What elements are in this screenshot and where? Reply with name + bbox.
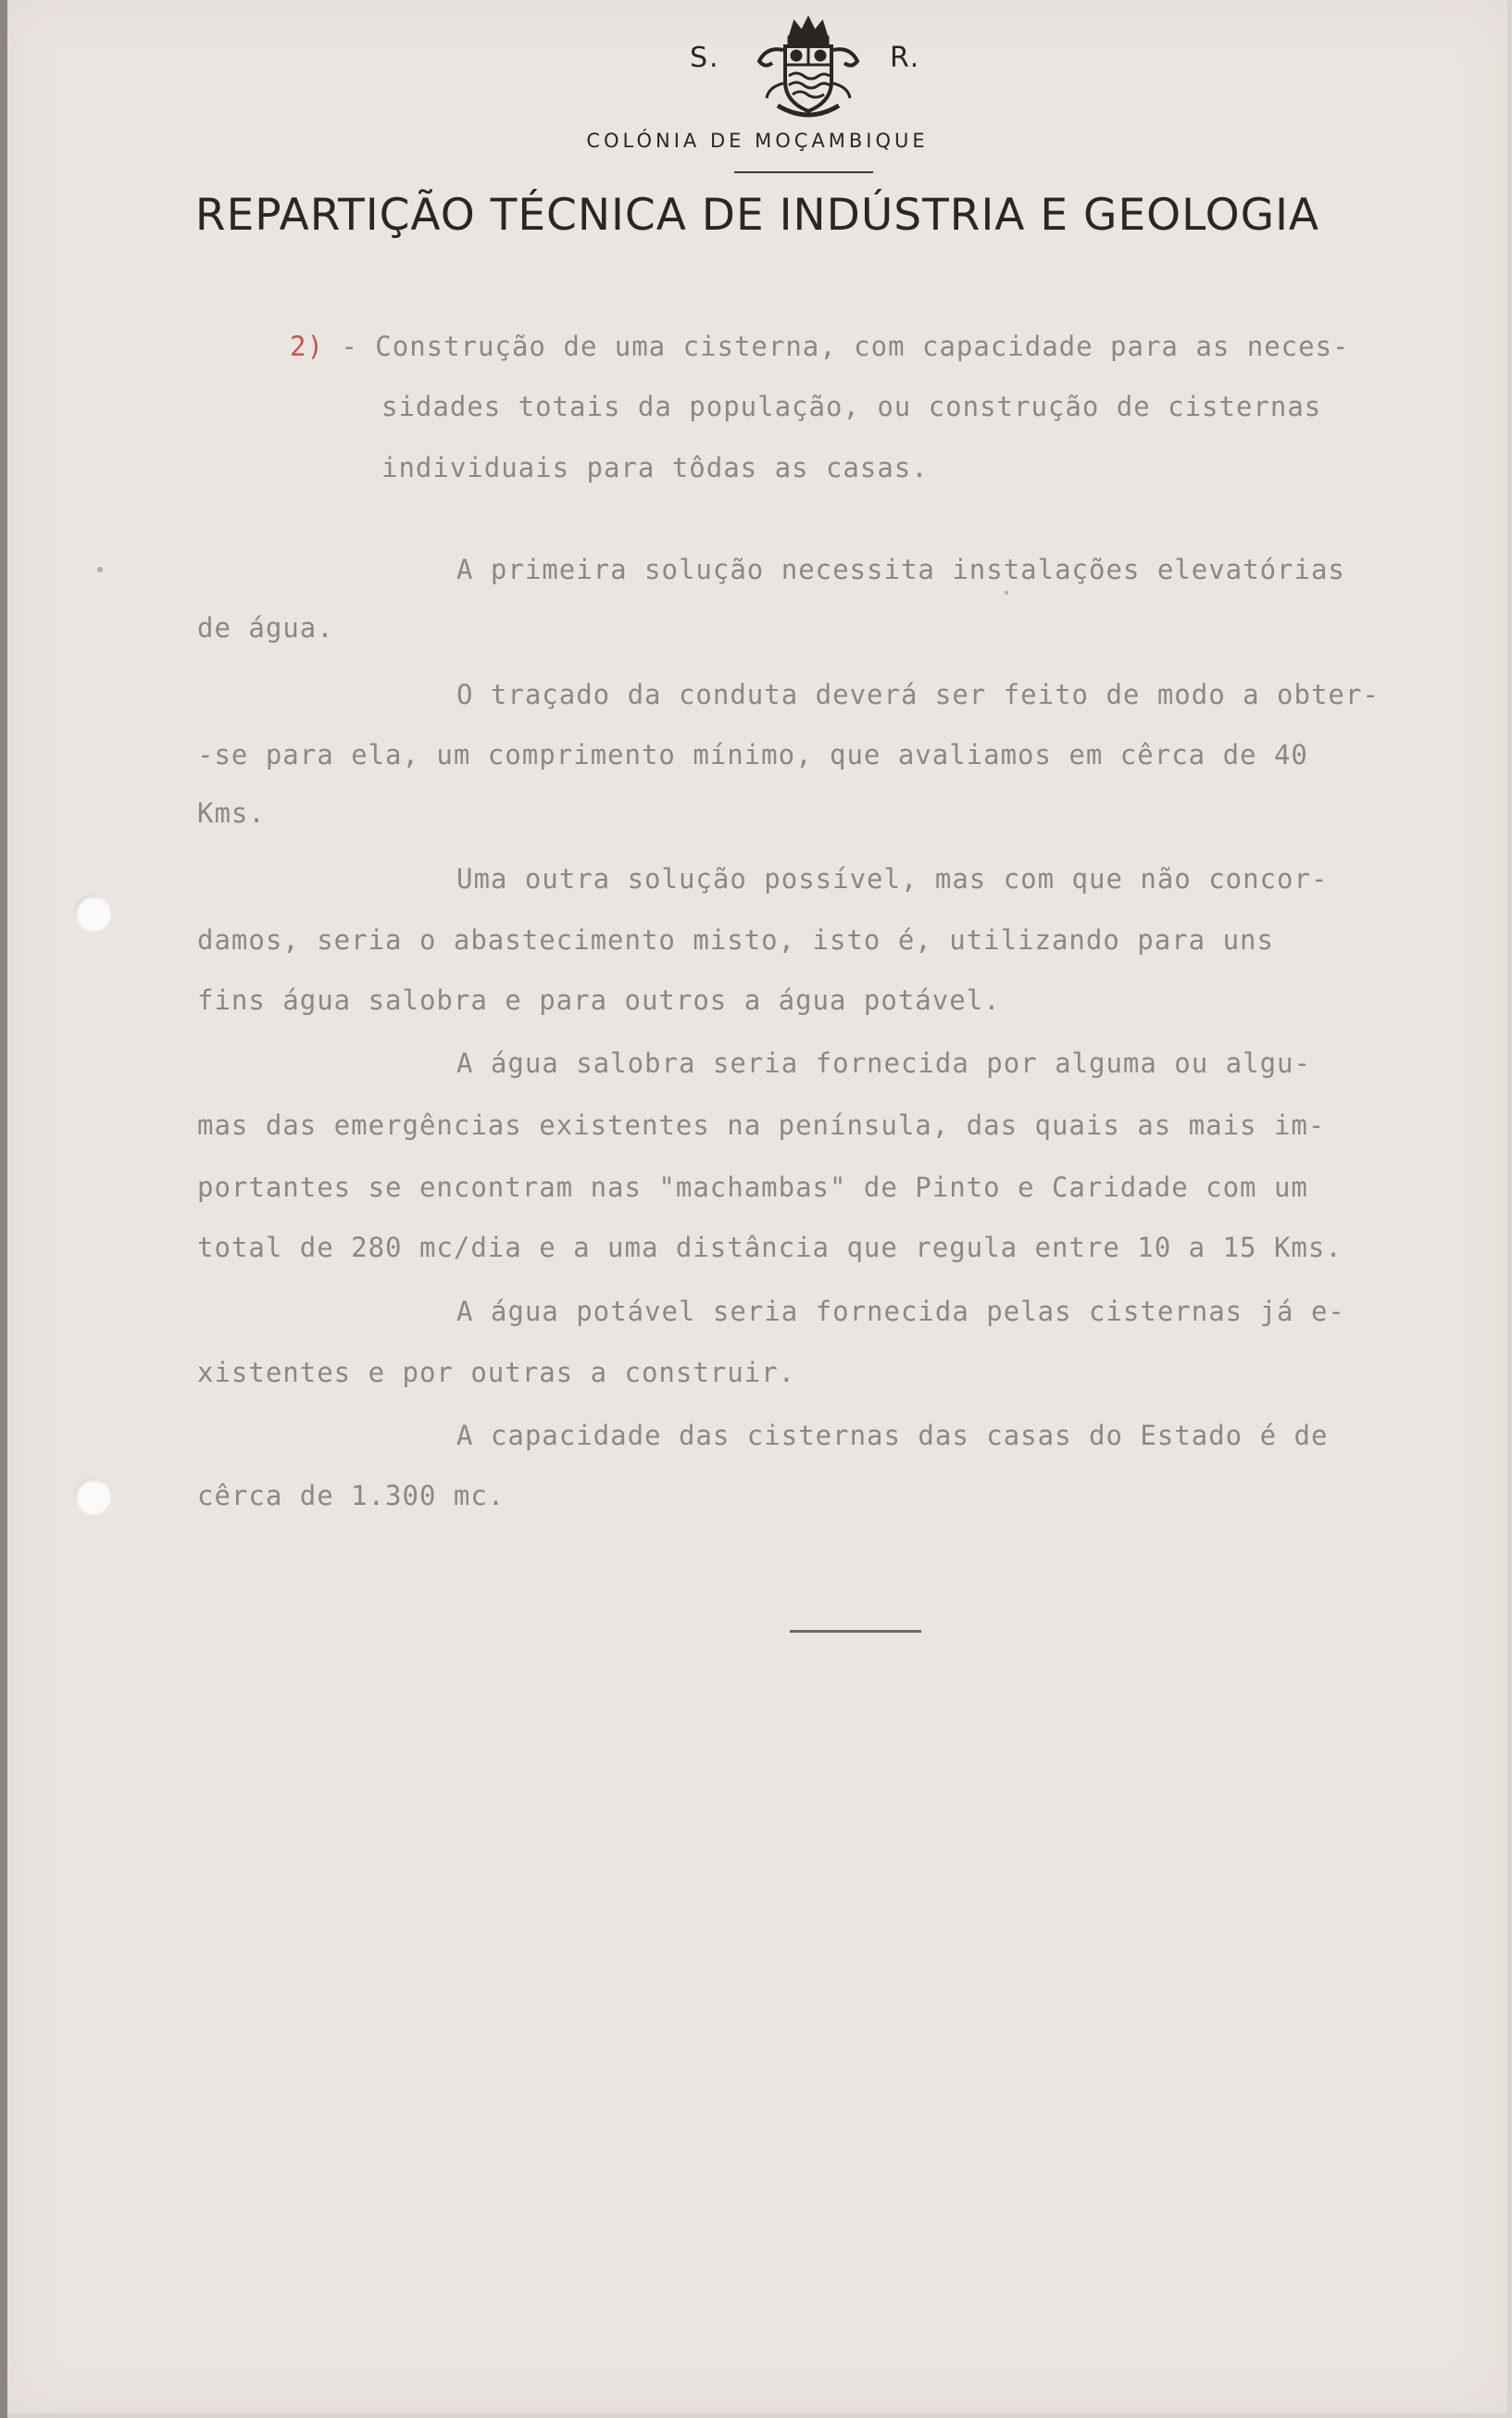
page-edge [0, 0, 7, 2418]
department-title: REPARTIÇÃO TÉCNICA DE INDÚSTRIA E GEOLOGIA [194, 190, 1320, 241]
punch-hole [74, 895, 111, 932]
body-line-2: sidades totais da população, ou construção de cisternas [381, 391, 1322, 422]
colony-heading: COLÓNIA DE MOÇAMBIQUE [586, 130, 929, 152]
body-line-1: - Construção de uma cisterna, com capacidade para as neces- [323, 331, 1350, 362]
body-line-9: Uma outra solução possível, mas com que não concor- [456, 863, 1329, 895]
body-line-4: A primeira solução necessita instalações elevatórias [456, 554, 1345, 585]
body-line-8: Kms. [197, 797, 266, 829]
body-line-19: cêrca de 1.300 mc. [197, 1480, 506, 1511]
body-line-6: O traçado da conduta deverá ser feito de modo a obter- [456, 679, 1380, 710]
body-line-13: mas das emergências existentes na península, das quais as mais im- [197, 1109, 1326, 1141]
body-text [7, 0, 1507, 1852]
punch-hole [74, 1478, 111, 1515]
body-line-17: xistentes e por outras a construir. [197, 1357, 796, 1388]
end-rule [790, 1630, 921, 1633]
item-number-line [290, 331, 1350, 362]
body-line-15: total de 280 mc/dia e a uma distância que regula entre 10 a 15 Kms. [197, 1232, 1343, 1263]
body-line-11: fins água salobra e para outros a água potável. [197, 984, 1001, 1016]
body-line-3: individuais para tôdas as casas. [381, 452, 929, 483]
body-line-5: de água. [197, 612, 334, 644]
document-page [7, 0, 1507, 2413]
r-letter: R. [890, 42, 921, 74]
item-number: 2) [290, 331, 324, 362]
paper-speck [1005, 591, 1008, 595]
body-line-7: -se para ela, um comprimento mínimo, que avaliamos em cêrca de 40 [197, 739, 1308, 771]
body-line-14: portantes se encontram nas "machambas" de Pinto e Caridade com um [197, 1171, 1308, 1203]
body-line-12: A água salobra seria fornecida por alguma ou algu- [456, 1047, 1311, 1079]
body-line-18: A capacidade das cisternas das casas do Estado é de [456, 1420, 1329, 1451]
paper-speck [97, 567, 103, 572]
body-line-10: damos, seria o abastecimento misto, isto é, utilizando para uns [197, 924, 1274, 956]
s-letter: S. [690, 42, 720, 74]
body-line-16: A água potável seria fornecida pelas cisternas já e- [456, 1296, 1345, 1327]
